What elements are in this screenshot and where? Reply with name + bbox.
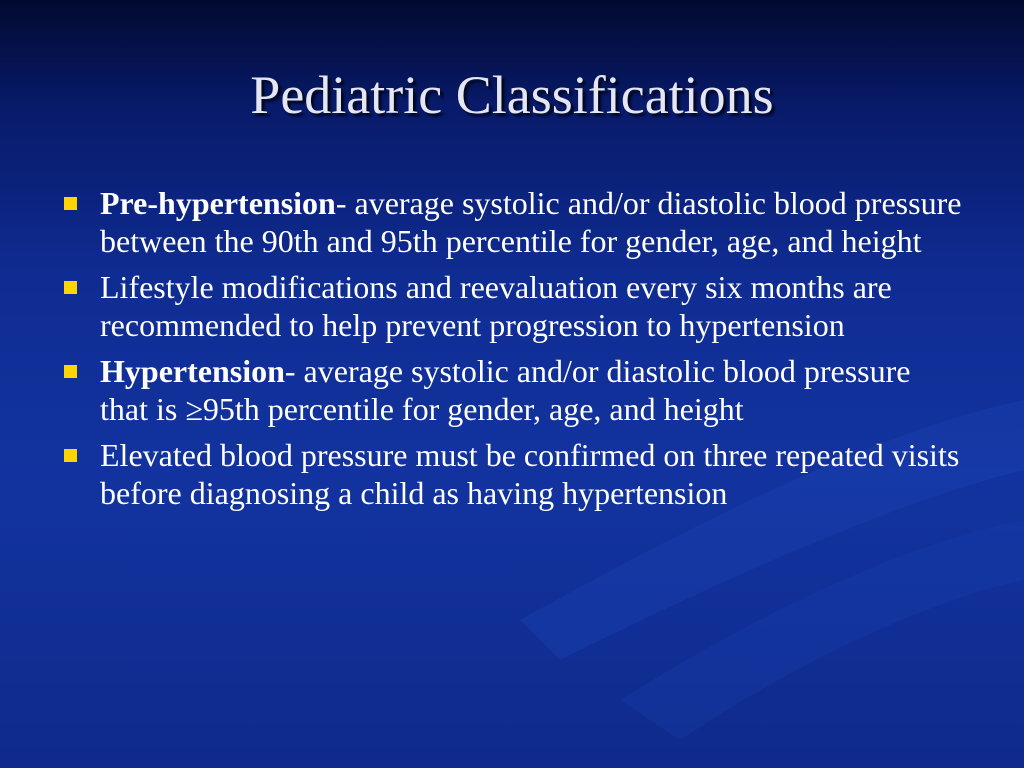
bullet-item — [62, 268, 962, 344]
bullet-text: Elevated blood pressure must be confirmed on three repeated visits before diagnosing a child as having hypertension — [100, 437, 960, 511]
bullet-term: Hypertension — [100, 353, 285, 389]
bullet-text: - average systolic and/or diastolic blood pressure between the 90th and 95th percentile for gender, age, and height — [100, 185, 962, 259]
bullet-item — [62, 352, 962, 428]
bullet-term: Pre-hypertension — [100, 185, 336, 221]
square-bullet-icon — [64, 197, 77, 210]
bullet-list — [62, 184, 962, 520]
bullet-text: - average systolic and/or diastolic blood pressure that is ≥95th percentile for gender, age, and height — [100, 353, 911, 427]
bullet-item — [62, 184, 962, 260]
bullet-item — [62, 436, 962, 512]
slide-title: Pediatric Classifications — [250, 65, 774, 125]
square-bullet-icon — [64, 449, 77, 462]
square-bullet-icon — [64, 281, 77, 294]
bullet-text: Lifestyle modifications and reevaluation every six months are recommended to help prevent progression to hypertension — [100, 269, 892, 343]
square-bullet-icon — [64, 365, 77, 378]
